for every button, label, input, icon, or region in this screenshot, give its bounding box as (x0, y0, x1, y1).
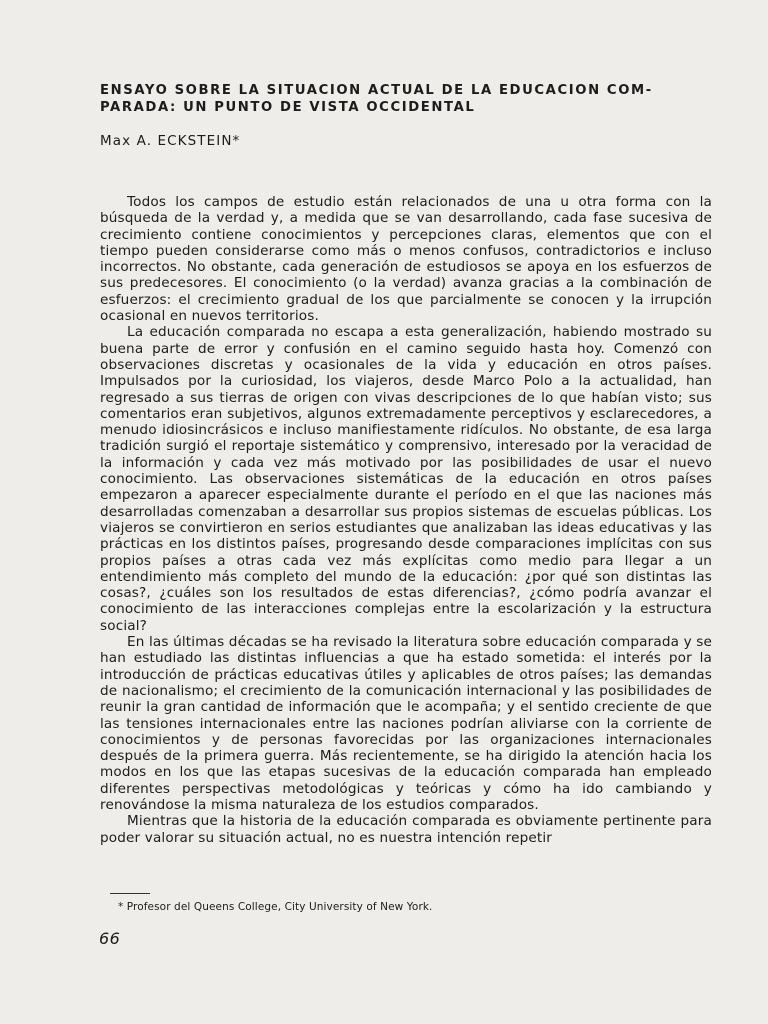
paragraph: La educación comparada no escapa a esta generalización, habiendo mostrado su buena parte de error y confusión en el camino seguido hasta hoy. Comenzó con observaciones discretas y ocasionales de la vida y educación en otros países. Impulsados por la curiosidad, los viajeros, desde Marco Polo a la actualidad, han regresado a sus tierras de origen con vivas descripciones de lo que habían visto; sus comentarios eran subjetivos, algunos extremadamente perceptivos y esclarecedores, a menudo idiosincrásicos e incluso manifiestamente ridículos. No obstante, de esa larga tradición surgió el reportaje sistemático y comprensivo, interesado por la veracidad de la información y cada vez más motivado por las posibilidades de usar el nuevo conocimiento. Las observaciones sistemáticas de la educación en otros países empezaron a aparecer especialmente durante el período en el que las naciones más desarrolladas comenzaban a desarrollar sus propios sistemas de escuelas públicas. Los viajeros se convirtieron en serios estudiantes que analizaban las ideas educativas y las prácticas en los distintos países, progresando desde comparaciones implícitas con sus propios países a otras cada vez más explícitas como medio para llegar a un entendimiento más completo del mundo de la educación: ¿por qué son distintas las cosas?, ¿cuáles son los resultados de estas diferencias?, ¿cómo podría avanzar el conocimiento de las interacciones complejas entre la escolarización y la estructura social? (100, 324, 712, 634)
article-body (100, 194, 712, 846)
footnote-divider (110, 893, 150, 894)
article (100, 82, 712, 846)
title-line-1: ENSAYO SOBRE LA SITUACION ACTUAL DE LA EDUCACION COM- (100, 83, 653, 98)
author-name: Max A. ECKSTEIN* (100, 133, 241, 149)
paragraph: Mientras que la historia de la educación comparada es obviamente pertinente para poder valorar su situación actual, no es nuestra intención repetir (100, 813, 712, 846)
article-title (100, 82, 712, 116)
page-number: 66 (99, 929, 121, 948)
paragraph: En las últimas décadas se ha revisado la literatura sobre educación comparada y se han estudiado las distintas influencias a que ha estado sometida: el interés por la introducción de prácticas educativas útiles y aplicables de otros países; las demandas de nacionalismo; el crecimiento de la comunicación internacional y las posibilidades de reunir la gran cantidad de información que le acompaña; y el sentido creciente de que las tensiones internacionales entre las naciones podrían aliviarse con la corriente de conocimientos y de personas favorecidas por las organizaciones internacionales después de la primera guerra. Más recientemente, se ha dirigido la atención hacia los modos en los que las etapas sucesivas de la educación comparada han empleado diferentes perspectivas metodológicas y teóricas y cómo ha ido cambiando y renovándose la misma naturaleza de los estudios comparados. (100, 634, 712, 813)
footnote: * Profesor del Queens College, City University of New York. (118, 901, 433, 913)
title-line-2: PARADA: UN PUNTO DE VISTA OCCIDENTAL (100, 100, 476, 115)
paragraph: Todos los campos de estudio están relacionados de una u otra forma con la búsqueda de la verdad y, a medida que se van desarrollando, cada fase sucesiva de crecimiento contiene conocimientos y percepciones claras, elementos que con el tiempo pueden considerarse como más o menos confusos, contradictorios e incluso incorrectos. No obstante, cada generación de estudiosos se apoya en los esfuerzos de sus predecesores. El conocimiento (o la verdad) avanza gracias a la combinación de esfuerzos: el crecimiento gradual de los que parcialmente se conocen y la irrupción ocasional en nuevos territorios. (100, 194, 712, 325)
